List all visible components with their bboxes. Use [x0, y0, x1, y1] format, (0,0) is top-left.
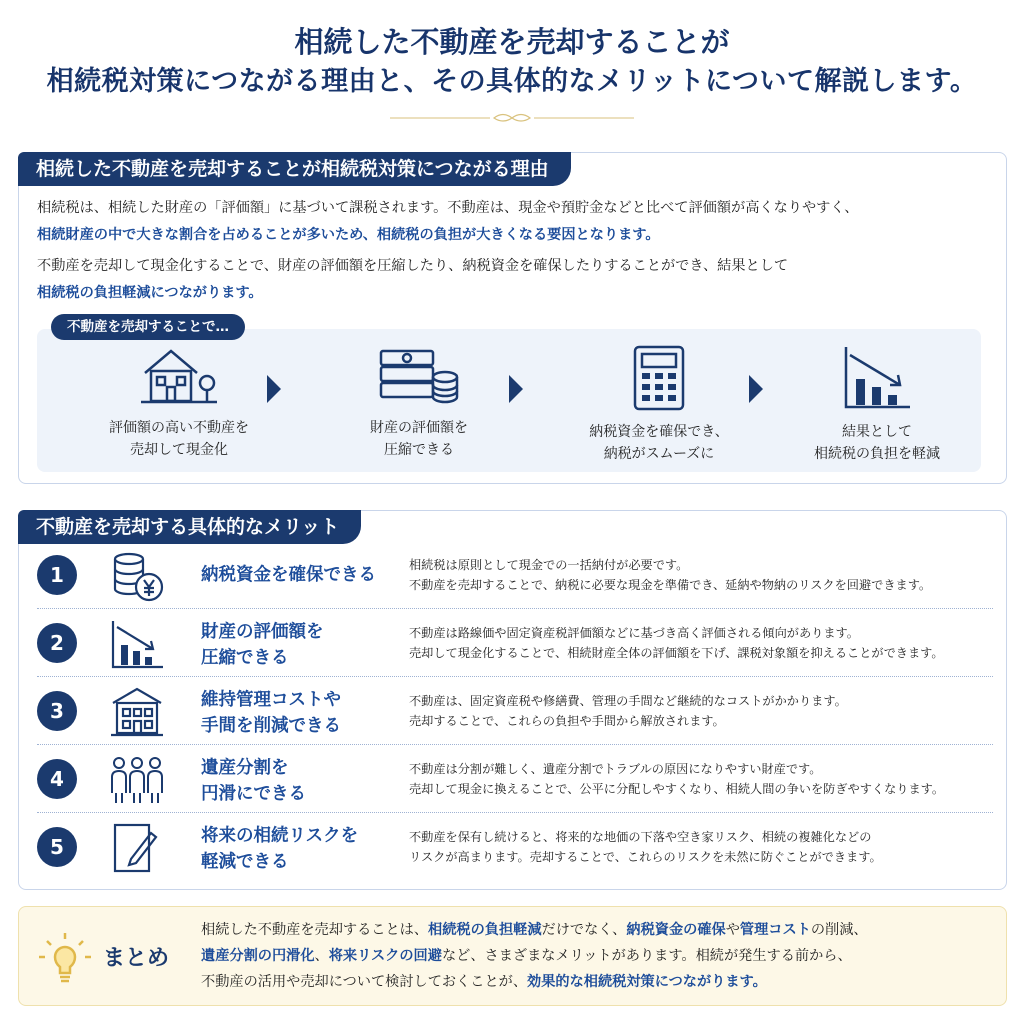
merit-title [201, 687, 401, 739]
flow-arrow-1 [267, 375, 281, 403]
merit-item [37, 745, 993, 813]
page-title-line1: 相続した不動産を売却することが [294, 25, 730, 59]
merit-desc-line2: 不動産を売却することで、納税に必要な現金を準備でき、延納や物納のリスクを回避できます。 [409, 578, 932, 592]
flow-label: 不動産を売却することで… [51, 314, 245, 340]
flow-step-1 [79, 345, 279, 461]
merits-section-header: 不動産を売却する具体的なメリット [18, 510, 361, 544]
flow-step-3-line2: 納税がスムーズに [603, 446, 715, 462]
house-icon [139, 345, 219, 407]
building-icon [109, 685, 165, 739]
flow-arrow-3 [749, 375, 763, 403]
merit-desc-line1: 不動産は分割が難しく、遺産分割でトラブルの原因になりやすい財産です。 [409, 762, 822, 776]
merit-title-line1: 財産の評価額を [201, 622, 324, 642]
merit-description [409, 827, 999, 867]
merit-title-line1: 納税資金を確保できる [201, 565, 376, 585]
merit-number: 1 [37, 555, 77, 595]
merit-title-line2: 手間を削減できる [201, 716, 341, 736]
flow-step-4-line2: 相続税の負担を軽減 [814, 446, 940, 462]
merit-title-line2: 圧縮できる [201, 648, 289, 668]
merit-title [201, 755, 401, 807]
flow-arrow-2 [509, 375, 523, 403]
lightbulb-icon [37, 931, 93, 987]
merit-desc-line1: 不動産は、固定資産税や修繕費、管理の手間など継続的なコストがかかります。 [409, 694, 847, 708]
money-stack-icon [377, 345, 461, 407]
page-title [0, 22, 1024, 102]
merit-title-line1: 将来の相続リスクを [201, 826, 359, 846]
merit-number: 3 [37, 691, 77, 731]
summary-text [201, 917, 991, 995]
reason-p2-line2: 相続税の負担軽減につながります。 [37, 285, 263, 301]
declining-chart-icon [109, 617, 165, 671]
summary-line-3: 不動産の活用や売却について検討しておくことが、効果的な相続税対策につながります。 [201, 974, 767, 990]
merit-number: 4 [37, 759, 77, 799]
merit-item [37, 677, 993, 745]
flow-panel [37, 329, 981, 472]
merit-desc-line2: 売却して現金化することで、相続財産全体の評価額を下げ、課税対象額を抑えることができます。 [409, 646, 944, 660]
summary-line-1: 相続した不動産を売却することは、相続税の負担軽減だけでなく、納税資金の確保や管理コストの削減、 [201, 922, 868, 938]
flow-step-1-line2: 売却して現金化 [130, 442, 228, 458]
merit-item [37, 609, 993, 677]
merit-description [409, 623, 999, 663]
reason-section [18, 152, 1007, 484]
merit-desc-line1: 不動産を保有し続けると、将来的な地価の下落や空き家リスク、相続の複雑化などの [409, 830, 872, 844]
merit-title-line2: 軽減できる [201, 852, 289, 872]
summary-line-2: 遺産分割の円滑化、将来リスクの回避など、さまざまなメリットがあります。相続が発生する前から、 [201, 948, 852, 964]
merit-number: 5 [37, 827, 77, 867]
reason-p2-line1: 不動産を売却して現金化することで、財産の評価額を圧縮したり、納税資金を確保したりすることができ、結果として [37, 258, 789, 274]
merit-title-line1: 遺産分割を [201, 758, 289, 778]
merit-title [201, 562, 401, 588]
merit-title-line2: 円滑にできる [201, 784, 306, 804]
merit-desc-line2: リスクが高まります。売却することで、これらのリスクを未然に防ぐことができます。 [409, 850, 882, 864]
flow-step-4 [777, 345, 977, 465]
merit-desc-line2: 売却することで、これらの負担や手間から解放されます。 [409, 714, 725, 728]
merit-desc-line1: 相続税は原則として現金での一括納付が必要です。 [409, 558, 689, 572]
flow-step-2 [319, 345, 519, 461]
flow-step-2-line1: 財産の評価額を [370, 420, 468, 436]
merit-item [37, 813, 993, 881]
reason-paragraph-2 [37, 253, 992, 307]
merit-title [201, 823, 401, 875]
merits-section [18, 510, 1007, 890]
people-icon [109, 753, 165, 807]
flow-step-3-line1: 納税資金を確保でき、 [589, 424, 729, 440]
reason-section-header: 相続した不動産を売却することが相続税対策につながる理由 [18, 152, 571, 186]
merit-description [409, 555, 999, 595]
declining-chart-icon [840, 345, 914, 411]
merit-number: 2 [37, 623, 77, 663]
summary-box [18, 906, 1007, 1006]
merit-title-line1: 維持管理コストや [201, 690, 341, 710]
page-title-line2: 相続税対策につながる理由と、その具体的なメリットについて解説します。 [46, 66, 978, 97]
coins-yen-icon [109, 549, 165, 603]
merit-description [409, 759, 999, 799]
title-ornament [390, 111, 634, 125]
merit-item [37, 541, 993, 609]
merit-title [201, 619, 401, 671]
reason-p1-line2: 相続財産の中で大きな割合を占めることが多いため、相続税の負担が大きくなる要因となります。 [37, 227, 660, 243]
flow-step-1-line1: 評価額の高い不動産を [109, 420, 249, 436]
merit-desc-line2: 売却して現金に換えることで、公平に分配しやすくなり、相続人間の争いを防ぎやすくなります。 [409, 782, 945, 796]
merit-desc-line1: 不動産は路線価や固定資産税評価額などに基づき高く評価される傾向があります。 [409, 626, 859, 640]
summary-label: まとめ [103, 946, 170, 971]
flow-step-2-line2: 圧縮できる [384, 442, 454, 458]
flow-step-4-line1: 結果として [842, 424, 912, 440]
document-pen-icon [109, 821, 165, 875]
calculator-icon [629, 345, 689, 411]
flow-step-3 [559, 345, 759, 465]
reason-paragraph-1 [37, 195, 992, 249]
merit-description [409, 691, 999, 731]
reason-p1-line1: 相続税は、相続した財産の「評価額」に基づいて課税されます。不動産は、現金や預貯金などと比べて評価額が高くなりやすく、 [37, 200, 859, 216]
